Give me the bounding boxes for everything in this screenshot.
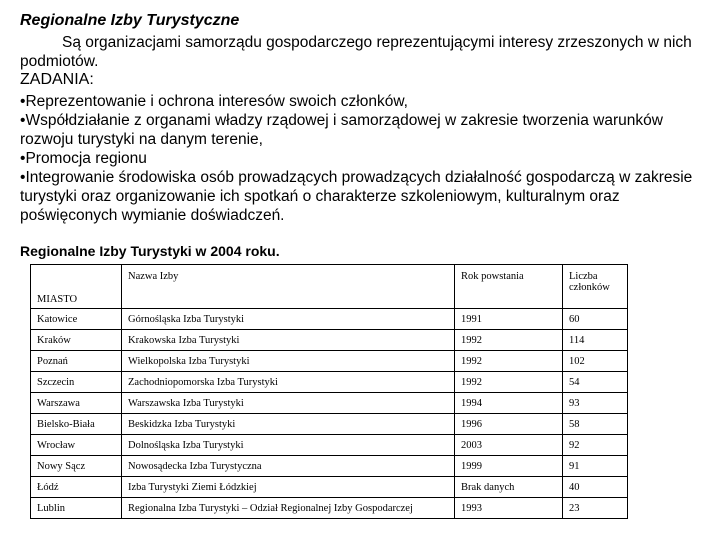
cell-members: 102: [563, 351, 628, 372]
chambers-table: [30, 264, 628, 519]
tasks-list: [20, 92, 710, 225]
table-row: [31, 372, 628, 393]
header-name: Nazwa Izby: [122, 265, 455, 309]
cell-year: 1993: [455, 498, 563, 519]
bullet-icon: •: [20, 112, 26, 129]
cell-name: Zachodniopomorska Izba Turystyki: [122, 372, 455, 393]
cell-name: Górnośląska Izba Turystyki: [122, 309, 455, 330]
table-row: [31, 435, 628, 456]
cell-year: 1992: [455, 351, 563, 372]
table-row: [31, 477, 628, 498]
cell-year: 1996: [455, 414, 563, 435]
cell-year: 1992: [455, 330, 563, 351]
intro-text: Są organizacjami samorządu gospodarczego reprezentującymi interesy zrzeszonych w nich podmiotów.: [20, 34, 692, 70]
header-city: MIASTO: [31, 265, 122, 309]
table-row: [31, 351, 628, 372]
table-row: [31, 498, 628, 519]
cell-name: Beskidzka Izba Turystyki: [122, 414, 455, 435]
intro-paragraph: [20, 33, 710, 71]
cell-city: Lublin: [31, 498, 122, 519]
cell-city: Szczecin: [31, 372, 122, 393]
cell-city: Bielsko-Biała: [31, 414, 122, 435]
table-row: [31, 393, 628, 414]
cell-name: Regionalna Izba Turystyki – Odział Regionalnej Izby Gospodarczej: [122, 498, 455, 519]
cell-members: 91: [563, 456, 628, 477]
cell-name: Dolnośląska Izba Turystyki: [122, 435, 455, 456]
cell-city: Kraków: [31, 330, 122, 351]
tasks-heading: ZADANIA:: [20, 71, 94, 88]
task-item: •Współdziałanie z organami władzy rządowej i samorządowej w zakresie tworzenia warunków rozwoju turystyki na danym terenie,: [20, 112, 663, 148]
task-item: •Promocja regionu: [20, 150, 147, 167]
cell-members: 92: [563, 435, 628, 456]
cell-year: Brak danych: [455, 477, 563, 498]
cell-city: Warszawa: [31, 393, 122, 414]
cell-name: Izba Turystyki Ziemi Łódzkiej: [122, 477, 455, 498]
cell-year: 1999: [455, 456, 563, 477]
cell-city: Wrocław: [31, 435, 122, 456]
cell-name: Warszawska Izba Turystyki: [122, 393, 455, 414]
cell-members: 23: [563, 498, 628, 519]
cell-name: Krakowska Izba Turystyki: [122, 330, 455, 351]
task-item: •Integrowanie środowiska osób prowadzących prowadzących działalność gospodarczą w zakresie turystyki oraz organizowanie ich spotkań o charakterze szkoleniowym, kulturalnym oraz poświęconych wymianie doświadczeń.: [20, 169, 693, 224]
cell-city: Łódź: [31, 477, 122, 498]
table-row: [31, 309, 628, 330]
cell-members: 58: [563, 414, 628, 435]
cell-year: 2003: [455, 435, 563, 456]
cell-city: Nowy Sącz: [31, 456, 122, 477]
cell-city: Poznań: [31, 351, 122, 372]
header-year: Rok powstania: [455, 265, 563, 309]
cell-year: 1992: [455, 372, 563, 393]
table-row: [31, 414, 628, 435]
cell-name: Wielkopolska Izba Turystyki: [122, 351, 455, 372]
task-item: •Reprezentowanie i ochrona interesów swoich członków,: [20, 93, 408, 110]
header-members: Liczba członków: [563, 265, 628, 309]
bullet-icon: •: [20, 150, 26, 167]
cell-city: Katowice: [31, 309, 122, 330]
bullet-icon: •: [20, 93, 26, 110]
cell-members: 93: [563, 393, 628, 414]
table-header-row: [31, 265, 628, 309]
cell-name: Nowosądecka Izba Turystyczna: [122, 456, 455, 477]
table-row: [31, 456, 628, 477]
page-title: Regionalne Izby Turystyczne: [20, 12, 240, 29]
table-title: Regionalne Izby Turystyki w 2004 roku.: [20, 243, 280, 259]
cell-year: 1994: [455, 393, 563, 414]
table-row: [31, 330, 628, 351]
cell-members: 40: [563, 477, 628, 498]
cell-members: 54: [563, 372, 628, 393]
cell-year: 1991: [455, 309, 563, 330]
cell-members: 114: [563, 330, 628, 351]
bullet-icon: •: [20, 169, 26, 186]
cell-members: 60: [563, 309, 628, 330]
